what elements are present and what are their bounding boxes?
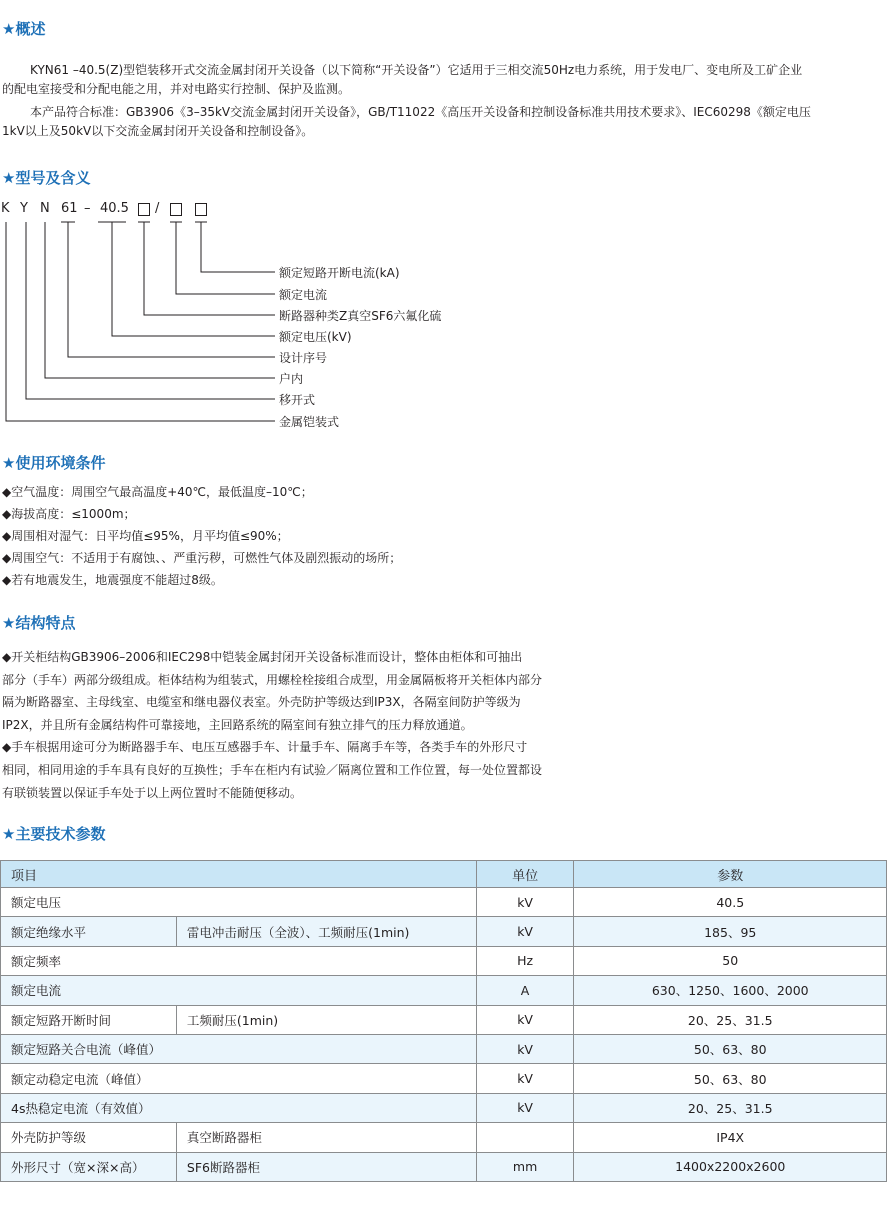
- table-header-row: [1, 861, 887, 888]
- cell-unit: Hz: [476, 946, 574, 975]
- code-slash: /: [155, 201, 160, 216]
- cell-unit: A: [476, 976, 574, 1005]
- structure-line: 相同，相同用途的手车具有良好的互换性；手车在柜内有试验／隔离位置和工作位置，每一处位置都设: [2, 762, 543, 777]
- table-row: [1, 917, 887, 946]
- cell-unit: kV: [476, 1005, 574, 1034]
- cell-unit: kV: [476, 888, 574, 917]
- cell-sub: 雷电冲击耐压（全波）、工频耐压(1min): [176, 917, 476, 946]
- structure-text: [2, 646, 542, 804]
- cell-param: 20、25、31.5: [574, 1005, 887, 1034]
- line-breaking-current: [201, 222, 275, 272]
- cell-param: 20、25、31.5: [574, 1093, 887, 1122]
- cell-param: IP4X: [574, 1123, 887, 1152]
- cell-sub: SF6断路器柜: [176, 1152, 476, 1181]
- code-61: 61: [61, 201, 78, 216]
- cell-param: 630、1250、1600、2000: [574, 976, 887, 1005]
- structure-line: 部分（手车）两部分级组成。柜体结构为组装式，用螺栓栓接组合成型，用金属隔板将开关柜体内部分: [2, 672, 543, 687]
- line-rated-voltage: [112, 222, 275, 336]
- cell-unit: kV: [476, 1093, 574, 1122]
- line-breaker-type: [144, 222, 275, 315]
- code-k: K: [1, 201, 10, 216]
- structure-line: 有联锁装置以保证手车处于以上两位置时不能随便移动。: [2, 785, 303, 800]
- table-row: [1, 1034, 887, 1063]
- env-item: ◆海拔高度：≤1000m；: [2, 507, 136, 521]
- cell-item: 额定动稳定电流（峰值）: [1, 1064, 477, 1093]
- cell-sub: 工频耐压(1min): [176, 1005, 476, 1034]
- table-row: [1, 976, 887, 1005]
- cell-param: 50、63、80: [574, 1034, 887, 1063]
- cell-item: 额定电压: [1, 888, 477, 917]
- overview-p1-line1: KYN61 –40.5(Z)型铠装移开式交流金属封闭开关设备（以下简称“开关设备”）它适用于三相交流50Hz电力系统，用于发电厂、变电所及工矿企业: [30, 63, 803, 77]
- code-dash: –: [84, 201, 91, 216]
- header-unit: 单位: [476, 861, 574, 888]
- table-row: [1, 1123, 887, 1152]
- table-row: [1, 888, 887, 917]
- table-row: [1, 1152, 887, 1181]
- spec-table: [0, 860, 887, 1182]
- cell-item: 额定电流: [1, 976, 477, 1005]
- header-item: 项目: [1, 861, 477, 888]
- table-row: [1, 1064, 887, 1093]
- section-title-model: ★型号及含义: [2, 169, 91, 187]
- model-label-rated-current: 额定电流: [279, 288, 328, 302]
- line-indoor: [45, 222, 275, 378]
- section-title-environment: ★使用环境条件: [2, 454, 106, 472]
- cell-item: 外形尺寸（宽×深×高）: [1, 1152, 177, 1181]
- header-param: 参数: [574, 861, 887, 888]
- cell-item: 4s热稳定电流（有效值）: [1, 1093, 477, 1122]
- overview-p2-line1: 本产品符合标准：GB3906《3–35kV交流金属封闭开关设备》，GB/T11022《高压开关设备和控制设备标准共用技术要求》、IEC60298《额定电压: [30, 105, 811, 119]
- table-row: [1, 1005, 887, 1034]
- cell-param: 50: [574, 946, 887, 975]
- cell-param: 50、63、80: [574, 1064, 887, 1093]
- cell-sub: 真空断路器柜: [176, 1123, 476, 1152]
- structure-line: IP2X，并且所有金属结构件可靠接地，主回路系统的隔室间有独立排气的压力释放通道。: [2, 717, 473, 732]
- table-row: [1, 946, 887, 975]
- cell-unit: kV: [476, 1064, 574, 1093]
- env-item: ◆周围相对湿气：日平均值≤95%，月平均值≤90%；: [2, 529, 289, 543]
- line-withdrawable: [26, 222, 275, 399]
- model-label-metal-armored: 金属铠装式: [279, 415, 340, 429]
- cell-unit: kV: [476, 1034, 574, 1063]
- cell-item: 额定短路开断时间: [1, 1005, 177, 1034]
- env-item: ◆周围空气：不适用于有腐蚀、、严重污秽，可燃性气体及剧烈振动的场所；: [2, 551, 402, 565]
- code-40-5: 40.5: [100, 201, 129, 216]
- cell-unit: [476, 1123, 574, 1152]
- line-metal-armored: [6, 222, 275, 421]
- model-label-design-serial: 设计序号: [279, 351, 328, 365]
- structure-line: ◆开关柜结构GB3906–2006和IEC298中铠装金属封闭开关设备标准而设计，整体由柜体和可抽出: [2, 650, 523, 664]
- section-title-structure: ★结构特点: [2, 614, 76, 632]
- env-item: ◆空气温度：周围空气最高温度+40℃，最低温度–10℃；: [2, 485, 313, 499]
- cell-param: 40.5: [574, 888, 887, 917]
- model-label-breaker-type: 断路器种类Z真空SF6六氟化硫: [279, 309, 442, 323]
- cell-item: 额定频率: [1, 946, 477, 975]
- line-design-serial: [68, 222, 275, 357]
- structure-line: ◆手车根据用途可分为断路器手车、电压互感器手车、计量手车、隔离手车等，各类手车的外形尺寸: [2, 740, 528, 755]
- overview-p1-line2: 的配电室接受和分配电能之用，并对电路实行控制、保护及监测。: [2, 82, 351, 96]
- line-rated-current: [176, 222, 275, 294]
- cell-param: 1400x2200x2600: [574, 1152, 887, 1181]
- table-row: [1, 1093, 887, 1122]
- code-n: N: [40, 201, 50, 216]
- model-label-indoor: 户内: [279, 372, 304, 386]
- structure-line: 隔为断路器室、主母线室、电缆室和继电器仪表室。外壳防护等级达到IP3X，各隔室间防护等级为: [2, 695, 521, 710]
- model-label-withdrawable: 移开式: [279, 393, 316, 407]
- overview-p2-line2: 1kV以上及50kV以下交流金属封闭开关设备和控制设备》。: [2, 124, 314, 138]
- section-title-params: ★主要技术参数: [2, 825, 106, 843]
- cell-item: 外壳防护等级: [1, 1123, 177, 1152]
- code-y: Y: [20, 201, 28, 216]
- cell-unit: kV: [476, 917, 574, 946]
- cell-item: 额定短路关合电流（峰值）: [1, 1034, 477, 1063]
- cell-item: 额定绝缘水平: [1, 917, 177, 946]
- cell-unit: mm: [476, 1152, 574, 1181]
- env-list: [2, 481, 401, 591]
- cell-param: 185、95: [574, 917, 887, 946]
- model-label-breaking-current: 额定短路开断电流(kA): [279, 266, 400, 280]
- model-label-rated-voltage: 额定电压(kV): [279, 330, 352, 344]
- section-title-overview: ★概述: [2, 20, 46, 38]
- model-connector-lines: [0, 0, 888, 440]
- env-item: ◆若有地震发生，地震强度不能超过8级。: [2, 573, 223, 587]
